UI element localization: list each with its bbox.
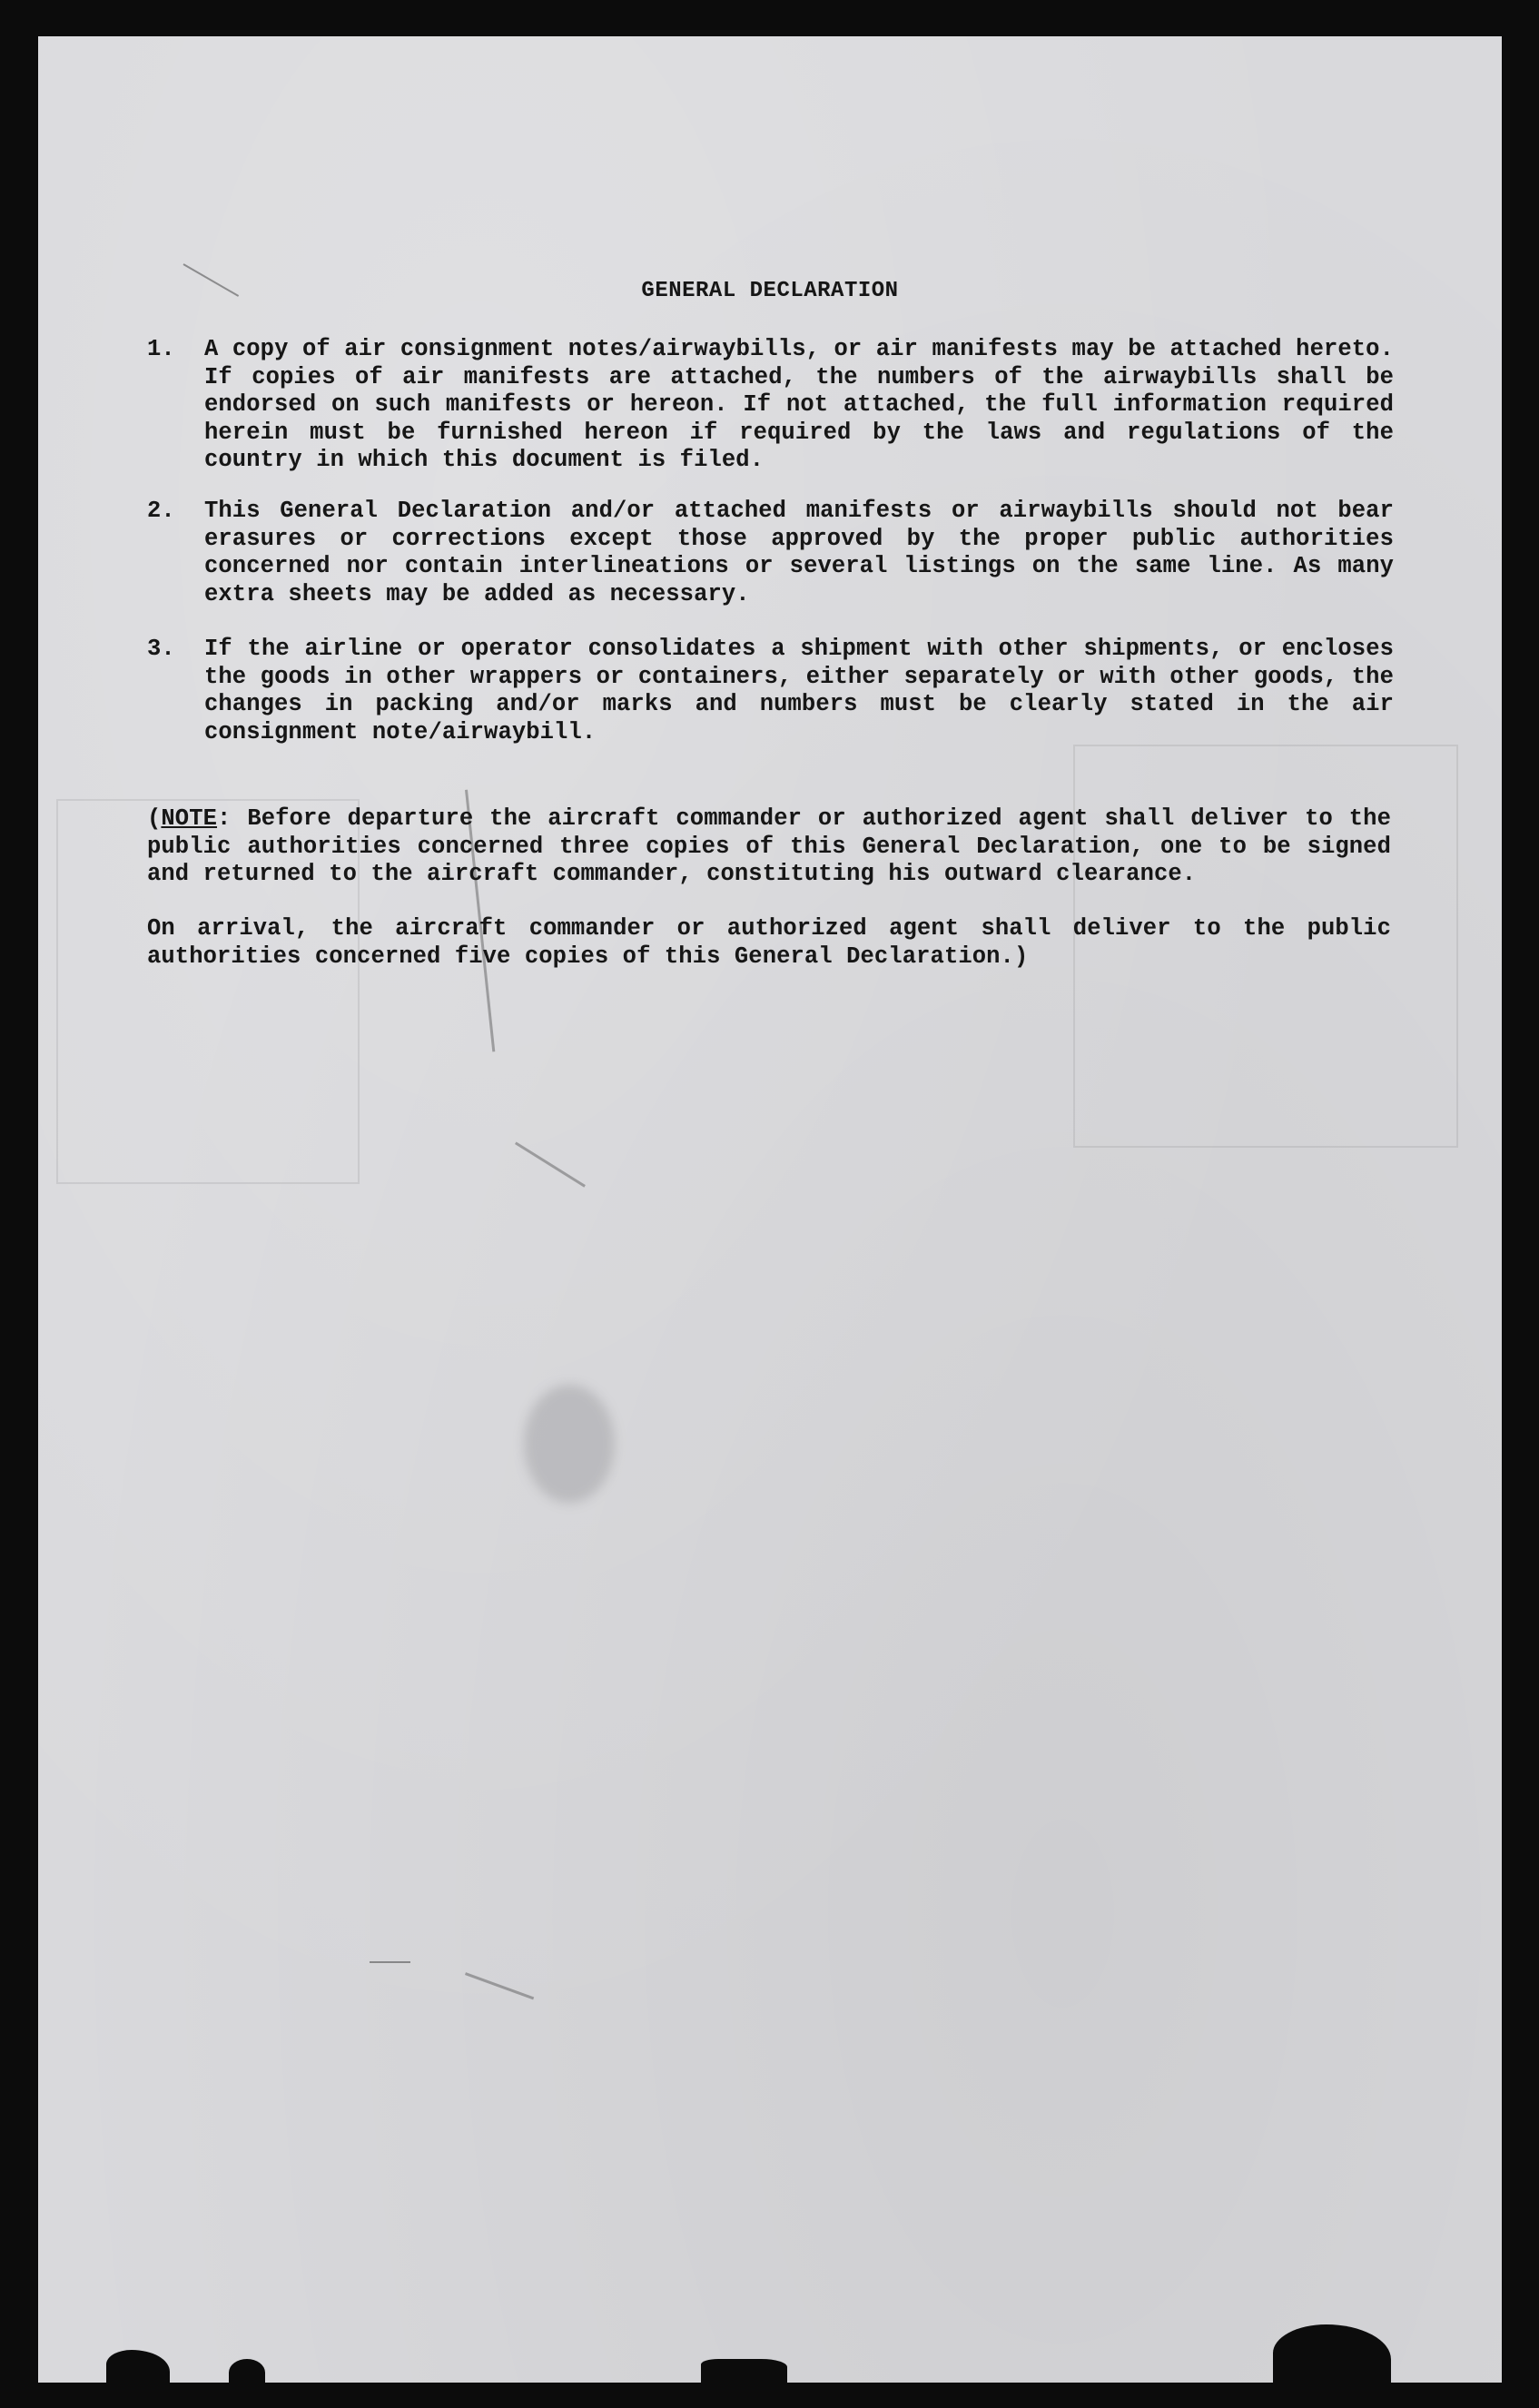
page-title: GENERAL DECLARATION	[641, 279, 899, 303]
item-text: If the airline or operator consolidates a shipment with other shipments, or encloses the goods in other wrappers or containers, either separately or with other goods, the changes in packing and/or marks and numbers must be clearly stated in the air consignment note/airwaybill.	[204, 636, 1394, 745]
torn-edge	[1273, 2324, 1391, 2383]
item-number: 3.	[147, 636, 175, 662]
note-text: : Before departure the aircraft commander or authorized agent shall deliver to the public authorities concerned three copies of this General Declaration, one to be signed and returned to the aircraft commander, constituting his outward clearance.	[147, 805, 1391, 887]
item-number: 2.	[147, 498, 175, 524]
torn-edge	[229, 2359, 265, 2383]
item-text: This General Declaration and/or attached manifests or airwaybills should not bear erasures or corrections except those approved by the proper public authorities concerned nor contain interlineations or several listings on the same line. As many extra sheets may be added as necessary.	[204, 498, 1394, 607]
note-paragraph	[147, 805, 1391, 889]
note-paragraph-arrival: On arrival, the aircraft commander or authorized agent shall deliver to the public authorities concerned five copies of this General Declaration.)	[147, 915, 1391, 970]
scratch-mark	[370, 1961, 410, 1963]
item-text: A copy of air consignment notes/airwaybills, or air manifests may be attached hereto. If copies of air manifests are attached, the numbers of the airwaybills shall be endorsed on such manifests or hereon. If not attached, the full information required herein must be furnished hereon if required by the laws and regulations of the country in which this document is filed.	[204, 336, 1394, 473]
paper-sheet	[38, 36, 1502, 2383]
pencil-mark	[465, 1972, 534, 1999]
torn-edge	[106, 2350, 170, 2383]
open-paren	[147, 805, 161, 832]
pencil-mark	[515, 1141, 586, 1187]
item-number: 1.	[147, 336, 175, 362]
ink-stain	[524, 1385, 615, 1503]
torn-edge	[701, 2359, 787, 2383]
note-label: NOTE	[161, 805, 218, 832]
